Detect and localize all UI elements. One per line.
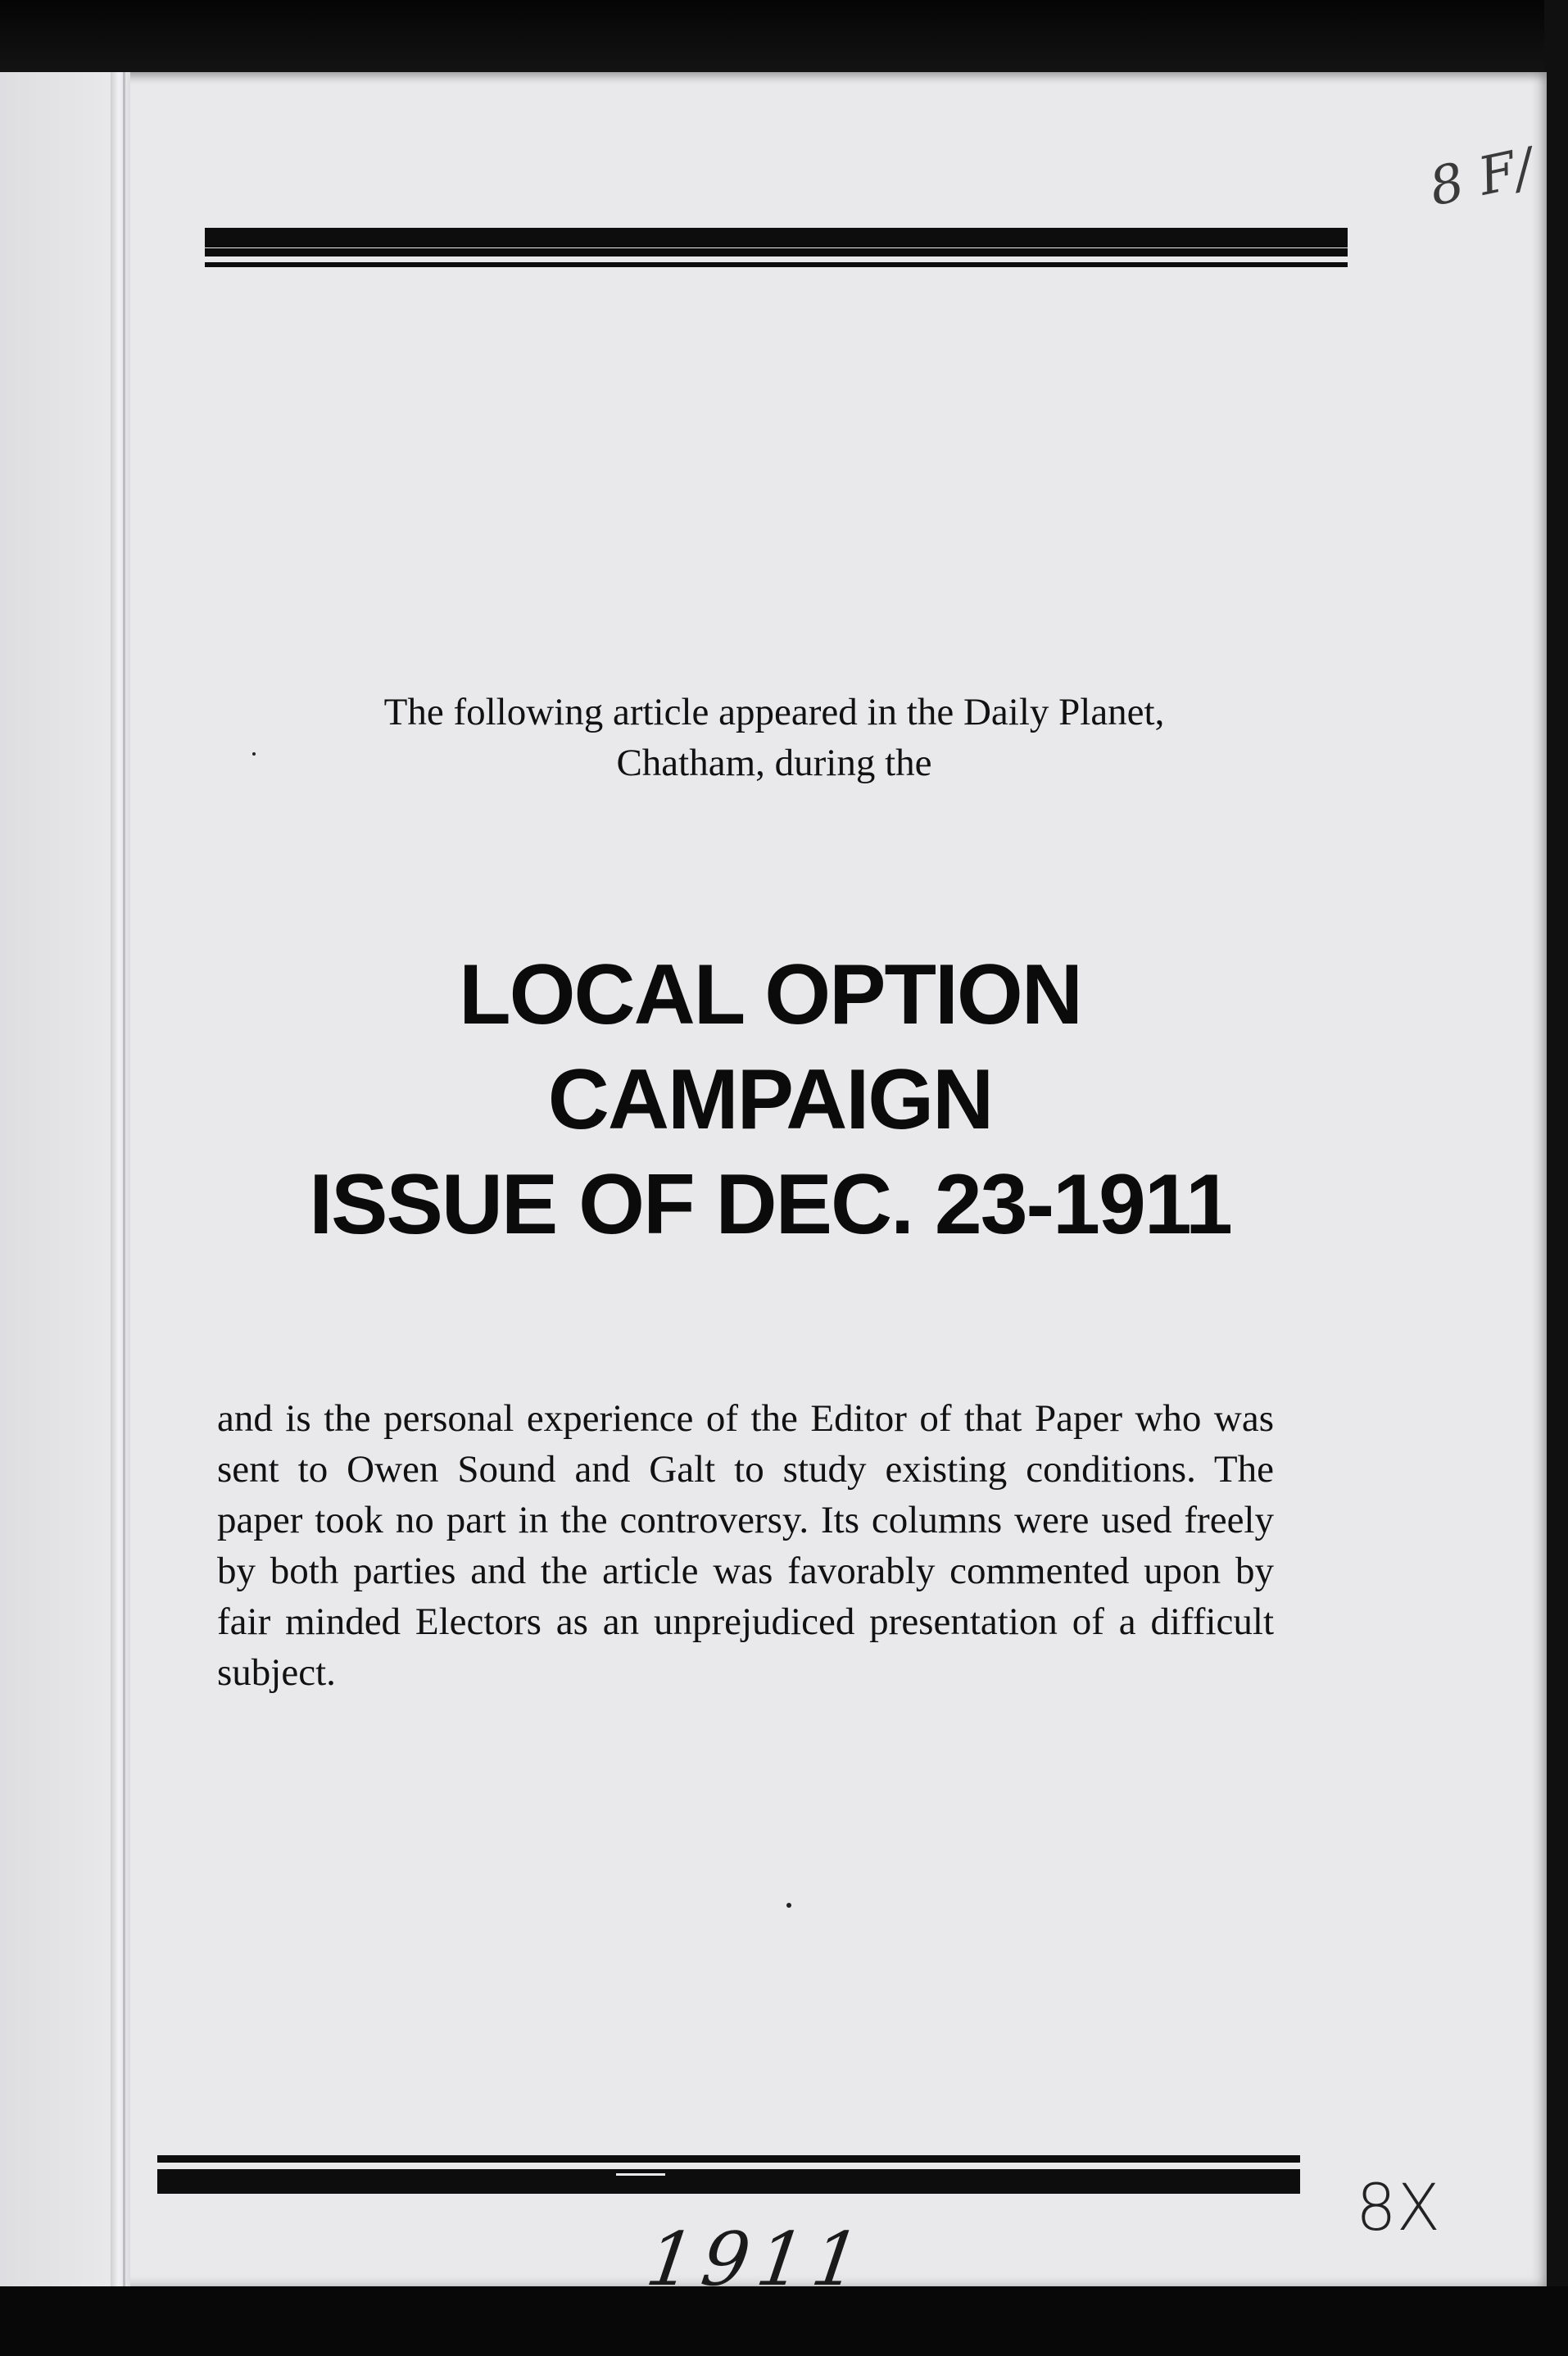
intro-text [188,687,1360,788]
rule-thick-bar [157,2169,1300,2194]
rule-thin-line [157,2155,1300,2163]
rule-gap [616,2173,665,2176]
scan-border-top [0,0,1568,75]
handwritten-mark: 8X [1356,2172,1441,2245]
ink-speck [786,1903,791,1908]
headline [213,942,1327,1257]
gutter-line [123,72,125,2286]
facing-page-edge [0,72,111,2286]
headline-line-3: ISSUE OF DEC. 23-1911 [309,1157,1231,1252]
body-paragraph: and is the personal experience of the Editor of that Paper who was sent to Owen Sound and Galt to study existing conditions. The paper took no part in the controversy. Its columns were used freely by both parties and the article was favorably commented upon by fair minded Electors as an unprejudiced presentation of a difficult subject. [217,1397,1274,1694]
rule-thick-bar [205,228,1348,247]
rule-thin-line [205,262,1348,267]
headline-line-1: LOCAL OPTION [459,947,1081,1042]
ink-speck [252,752,256,756]
top-decorative-rule [205,156,1348,295]
page-gutter [111,72,130,2286]
handwritten-year: 1911 [641,2217,874,2303]
headline-line-2: CAMPAIGN [547,1052,993,1147]
intro-line-1: The following article appeared in the Daily Planet, [383,691,1165,733]
corner-handwritten-mark: 8 F/ [1424,137,1539,219]
rule-thick-bar-lower [205,248,1348,256]
scan-border-right [1544,0,1568,2356]
intro-line-2: Chatham, during the [616,742,932,784]
